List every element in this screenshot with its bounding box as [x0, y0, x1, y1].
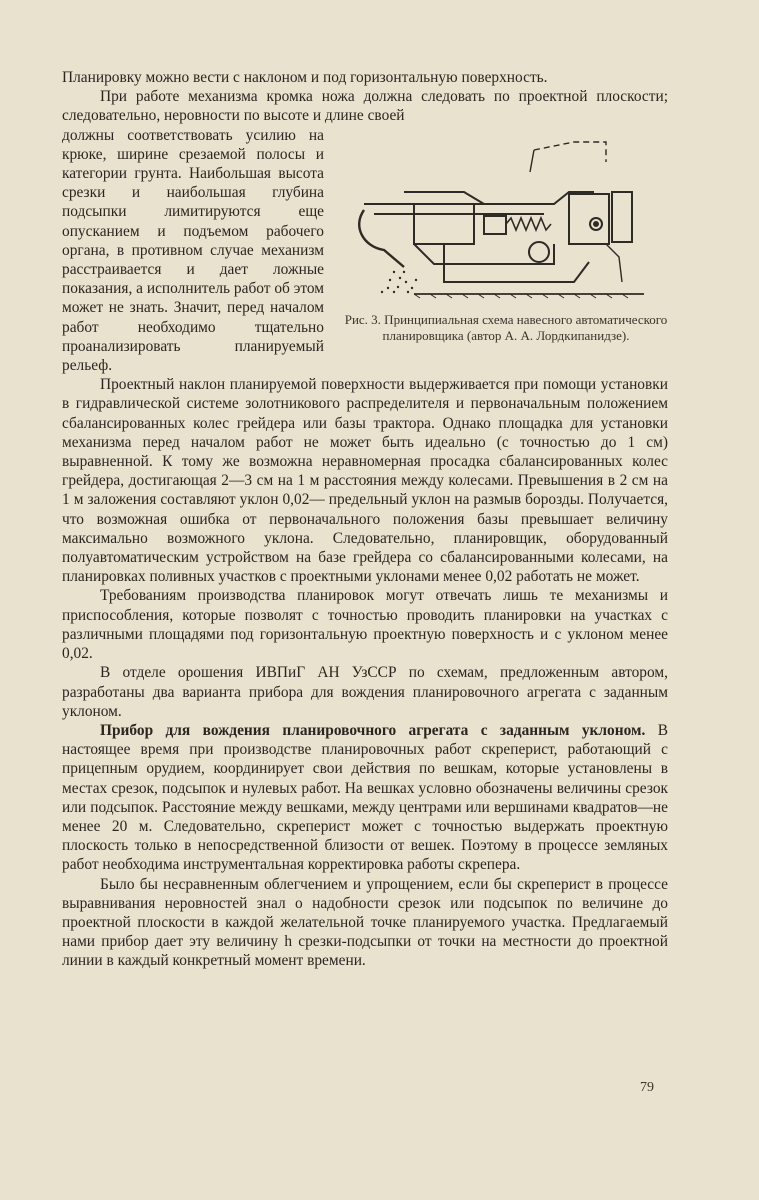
device-heading: Прибор для вождения планировочного агрегата с заданным уклоном. [100, 721, 646, 739]
paragraph-closing: Было бы несравненным облегчением и упрощением, если бы скреперист в процессе выравнивания неровностей знал о надобности срезок или подсыпок по величине до проектной плоскости в каждой желательной точке планируемого участка. Предлагаемый нами прибор дает эту величину h срезки-подсыпки от точки на местности до проектной линии в каждый конкретный момент времени. [62, 875, 668, 970]
paragraph-device [62, 721, 668, 875]
device-body: В настоящее время при производстве планировочных работ скреперист, работающий с прицепным орудием, координирует свои действия по вешкам, которые установлены в местах срезок, подсыпок и нулевых работ. На вешках условно обозначены величины срезок или подсыпок. Расстояние между вешками, между центрами или вершинами квадратов—не менее 20 м. Следовательно, скреперист может с точностью выдержать проектную плоскость только в непосредственной близости от вешек. Поэтому в процессе земляных работ необходима инструментальная корректировка работы скрепера. [62, 721, 668, 874]
paragraph-department: В отделе орошения ИВПиГ АН УзССР по схемам, предложенным автором, разработаны два варианта прибора для вождения планировочного агрегата с заданным уклоном. [62, 664, 668, 720]
figure-caption: Рис. 3. Принципиальная схема навесного автоматического планировщика (автор А. А. Лордкипанидзе). [344, 311, 668, 343]
paragraph-mechanism-wrap: должны соответствовать усилию на крюке, ширине срезаемой полосы и категории грунта. Наибольшая высота срезки и наибольшая глубина подсыпки лимитируются еще опусканием и подъемом рабочего органа, в противном случае механизм расстраивается и дает ложные показания, а исполнитель работ об этом может не знать. Значит, перед началом работ необходимо тщательно проанализировать планируемый рельеф. [62, 126, 324, 375]
text-column [62, 68, 668, 971]
paragraph-mechanism: При работе механизма кромка ножа должна следовать по проектной плоскости; следовательно, неровности по высоте и длине своей [62, 88, 668, 125]
paragraph-intro: Планировку можно вести с наклоном и под горизонтальную поверхность. [62, 69, 548, 86]
figure-wrap-block [62, 126, 668, 376]
page-number: 79 [640, 1080, 654, 1095]
figure-3 [344, 132, 668, 344]
paragraph-slope: Проектный наклон планируемой поверхности выдерживается при помощи установки в гидравлической системе золотникового распределителя и первоначальным положением сбалансированных колес грейдера или базы трактора. Однако площадка для установки механизма перед началом работ не может быть идеально (с точностью до 1 см) выравненной. К тому же возможна неравномерная просадка сбалансированных колес грейдера, достигающая 2—3 см на 1 м расстояния между колесами. Превышения в 2 см на 1 м заложения составляют уклон 0,02— предельный уклон на размыв борозды. Получается, что возможная ошибка от первоначального положения базы превышает величину максимально возможного уклона. Следовательно, планировщик, оборудованный полуавтоматическим устройством на базе грейдера со сбалансированными колесами, на планировках поливных участков с проектными уклонами менее 0,02 работать не может. [62, 376, 668, 586]
paragraph-requirements: Требованиям производства планировок могут отвечать лишь те механизмы и приспособления, которые позволят с точностью проводить планировки на участках с различными площадями под горизонтальную проектную поверхность и с уклоном менее 0,02. [62, 587, 668, 663]
planer-schematic [344, 132, 668, 302]
